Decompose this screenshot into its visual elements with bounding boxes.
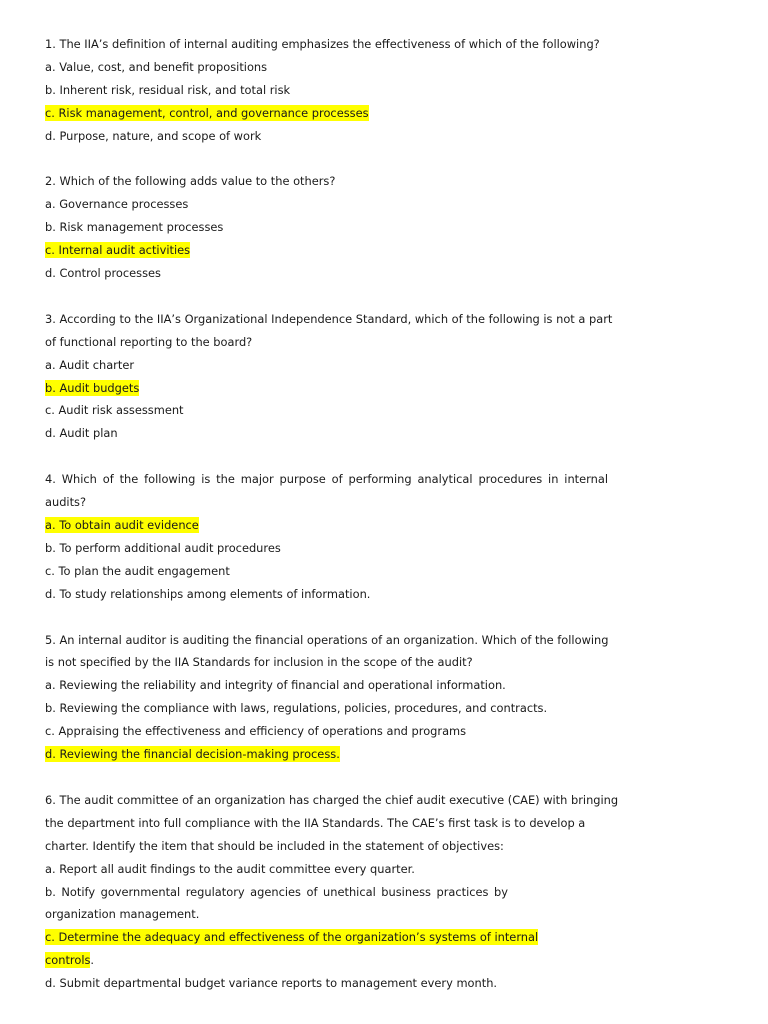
answer-highlight: b. Audit budgets [45,380,140,395]
question-5 [45,629,610,766]
question-6-option-b-continued: organization management. [45,907,200,922]
answer-highlight: controls [45,953,91,968]
question-4-stem-line-2: audits? [45,495,87,510]
question-5-option-c: c. Appraising the effectiveness and efficiency of operations and programs [45,724,467,739]
answer-highlight: d. Reviewing the financial decision-making process. [45,747,340,762]
question-4-stem-line-1: 4. Which of the following is the major purpose of performing analytical procedures in internal [45,472,608,487]
question-5-option-a: a. Reviewing the reliability and integrity of financial and operational information. [45,678,506,693]
quiz-page [45,33,619,1018]
question-2-option-a: a. Governance processes [45,197,189,212]
question-3-stem-line-2: of functional reporting to the board? [45,334,253,349]
question-2 [45,170,610,284]
question-2-stem: 2. Which of the following adds value to the others? [45,174,336,189]
question-1-option-b: b. Inherent risk, residual risk, and total risk [45,82,291,97]
question-3 [45,308,613,445]
question-4-option-a-correct [45,514,610,537]
question-6-option-c-correct [45,926,610,949]
question-1-stem: 1. The IIA’s definition of internal auditing emphasizes the effectiveness of which of the following? [45,37,600,51]
question-1 [45,33,610,147]
answer-highlight: a. To obtain audit evidence [45,518,199,533]
question-6-stem-line-1: 6. The audit committee of an organization has charged the chief audit executive (CAE) with bringing [45,792,619,807]
question-6-stem-line-2: the department into full compliance with the IIA Standards. The CAE’s first task is to develop a [45,815,586,830]
question-6-option-a: a. Report all audit findings to the audit committee every quarter. [45,861,415,876]
question-4 [45,468,610,605]
question-5-option-b: b. Reviewing the compliance with laws, regulations, policies, procedures, and contracts. [45,701,548,716]
question-3-option-d: d. Audit plan [45,426,118,441]
question-2-option-b: b. Risk management processes [45,220,224,235]
question-5-stem-line-1: 5. An internal auditor is auditing the financial operations of an organization. Which of the following [45,632,609,647]
question-2-option-d: d. Control processes [45,266,161,281]
answer-highlight: c. Determine the adequacy and effectiveness of the organization’s systems of internal [45,930,539,945]
question-1-option-d: d. Purpose, nature, and scope of work [45,128,262,143]
question-4-option-c: c. To plan the audit engagement [45,563,230,578]
trailing-period: . [90,953,95,968]
question-6-option-b: b. Notify governmental regulatory agencies of unethical business practices by [45,884,508,899]
answer-highlight: c. Internal audit activities [45,243,191,258]
question-6-stem-line-3: charter. Identify the item that should be included in the statement of objectives: [45,838,504,853]
answer-highlight: c. Risk management, control, and governance processes [45,105,369,120]
question-5-stem-line-2: is not specified by the IIA Standards for inclusion in the scope of the audit? [45,655,473,670]
question-5-option-d-correct [45,743,610,766]
question-1-option-a: a. Value, cost, and benefit propositions [45,59,268,74]
question-6-option-c-continued [45,949,610,972]
question-4-option-b: b. To perform additional audit procedures [45,540,281,555]
question-2-option-c-correct [45,239,610,262]
question-4-option-d: d. To study relationships among elements of information. [45,586,371,601]
question-3-stem-line-1: 3. According to the IIA’s Organizational Independence Standard, which of the following is not a part [45,311,613,326]
question-3-option-a: a. Audit charter [45,357,135,372]
question-6 [45,789,619,995]
question-1-option-c-correct [45,102,610,125]
question-3-option-c: c. Audit risk assessment [45,403,184,418]
question-6-option-d: d. Submit departmental budget variance reports to management every month. [45,976,498,991]
question-3-option-b-correct [45,377,610,400]
